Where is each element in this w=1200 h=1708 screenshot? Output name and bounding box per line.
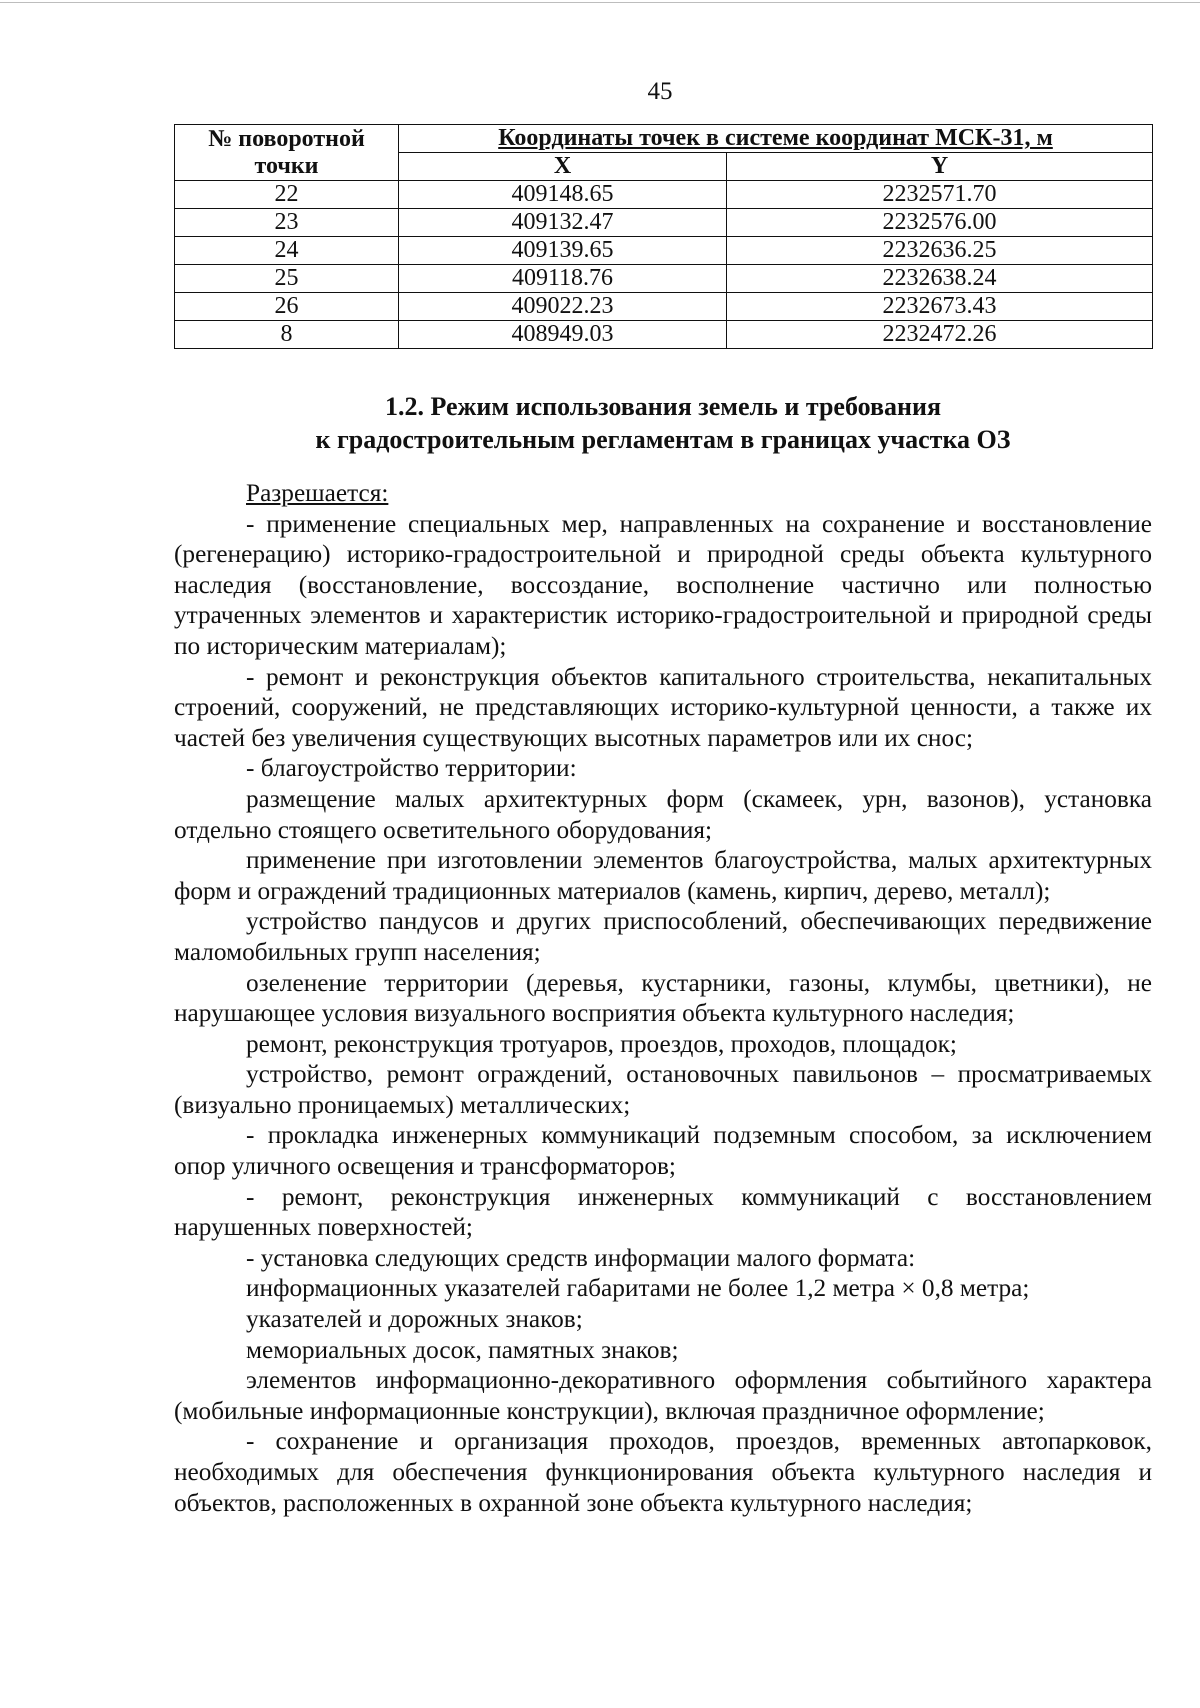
y-cell: 2232576.00: [727, 209, 1153, 237]
paragraph: - применение специальных мер, направленных на сохранение и восстановление (регенерацию) историко-градостроительной и природной среды объекта культурного наследия (восстановление, воссоздание, восполнение частично или полностью утраченных элементов и характеристик историко-градостроительной и природной среды по историческим материалам);: [174, 509, 1152, 660]
x-cell: 409132.47: [399, 209, 727, 237]
paragraph: - прокладка инженерных коммуникаций подземным способом, за исключением опор уличного освещения и трансформаторов;: [174, 1121, 1152, 1181]
y-cell: 2232638.24: [727, 265, 1153, 293]
y-column-header: Y: [727, 153, 1153, 181]
paragraph: озеленение территории (деревья, кустарники, газоны, клумбы, цветники), не нарушающее условия визуального восприятия объекта культурного наследия;: [174, 968, 1152, 1028]
table-row: [175, 321, 1153, 349]
paragraph: мемориальных досок, памятных знаков;: [246, 1335, 679, 1364]
point-cell: 25: [175, 265, 399, 293]
paragraph: размещение малых архитектурных форм (скамеек, урн, вазонов), установка отдельно стоящего осветительного оборудования;: [174, 784, 1152, 844]
paragraph: устройство, ремонт ограждений, остановочных павильонов – просматриваемых (визуально проницаемых) металлических;: [174, 1060, 1152, 1119]
paragraph: - установка следующих средств информации малого формата:: [246, 1243, 916, 1272]
body-text: [174, 478, 1152, 1518]
paragraph-permitted-label: [174, 478, 1152, 509]
x-cell: 409022.23: [399, 293, 727, 321]
point-cell: 23: [175, 209, 399, 237]
paragraph: - сохранение и организация проходов, проездов, временных автопарковок, необходимых для обеспечения функционирования объекта культурного наследия и объектов, расположенных в охранной зоне объекта культурного наследия;: [174, 1427, 1152, 1517]
paragraph: устройство пандусов и других приспособлений, обеспечивающих передвижение маломобильных групп населения;: [174, 907, 1152, 966]
paragraph: - ремонт, реконструкция инженерных коммуникаций с восстановлением нарушенных поверхностей;: [174, 1182, 1152, 1242]
table-header-row: [175, 125, 1153, 153]
coordinates-header: Координаты точек в системе координат МСК-31, м: [399, 125, 1153, 153]
x-column-header: X: [399, 153, 727, 181]
paragraph: элементов информационно-декоративного оформления событийного характера (мобильные информационные конструкции), включая праздничное оформление;: [174, 1366, 1152, 1425]
y-cell: 2232673.43: [727, 293, 1153, 321]
x-cell: 409118.76: [399, 265, 727, 293]
paragraph: указателей и дорожных знаков;: [246, 1305, 583, 1334]
coordinates-table: [174, 124, 1153, 349]
table-row: [175, 237, 1153, 265]
table-row: [175, 181, 1153, 209]
y-cell: 2232472.26: [727, 321, 1153, 349]
point-cell: 8: [175, 321, 399, 349]
paragraph: - ремонт и реконструкция объектов капитального строительства, некапитальных строений, сооружений, не представляющих историко-культурной ценности, а также их частей без увеличения существующих высотных параметров или их снос;: [174, 662, 1152, 752]
section-heading: [174, 390, 1152, 456]
point-cell: 26: [175, 293, 399, 321]
point-cell: 24: [175, 237, 399, 265]
point-number-header-line2: точки: [254, 152, 319, 179]
permitted-label: Разрешается:: [246, 479, 389, 507]
x-cell: 409139.65: [399, 237, 727, 265]
paragraph: применение при изготовлении элементов благоустройства, малых архитектурных форм и ограждений традиционных материалов (камень, кирпич, дерево, металл);: [174, 846, 1152, 905]
section-heading-line1: 1.2. Режим использования земель и требования: [384, 392, 942, 421]
point-number-header: [175, 125, 399, 181]
paragraph: ремонт, реконструкция тротуаров, проездов, проходов, площадок;: [246, 1029, 957, 1058]
paragraph: - благоустройство территории:: [246, 754, 577, 783]
y-cell: 2232571.70: [727, 181, 1153, 209]
point-cell: 22: [175, 181, 399, 209]
table-row: [175, 265, 1153, 293]
y-cell: 2232636.25: [727, 237, 1153, 265]
table-row: [175, 209, 1153, 237]
paragraph: информационных указателей габаритами не более 1,2 метра × 0,8 метра;: [246, 1274, 1030, 1303]
top-edge-line: [0, 2, 1200, 3]
x-cell: 409148.65: [399, 181, 727, 209]
point-number-header-line1: № поворотной: [208, 125, 365, 152]
table-row: [175, 293, 1153, 321]
x-cell: 408949.03: [399, 321, 727, 349]
section-heading-line2: к градостроительным регламентам в границах участка ОЗ: [315, 425, 1011, 454]
page-number: 45: [647, 78, 673, 105]
